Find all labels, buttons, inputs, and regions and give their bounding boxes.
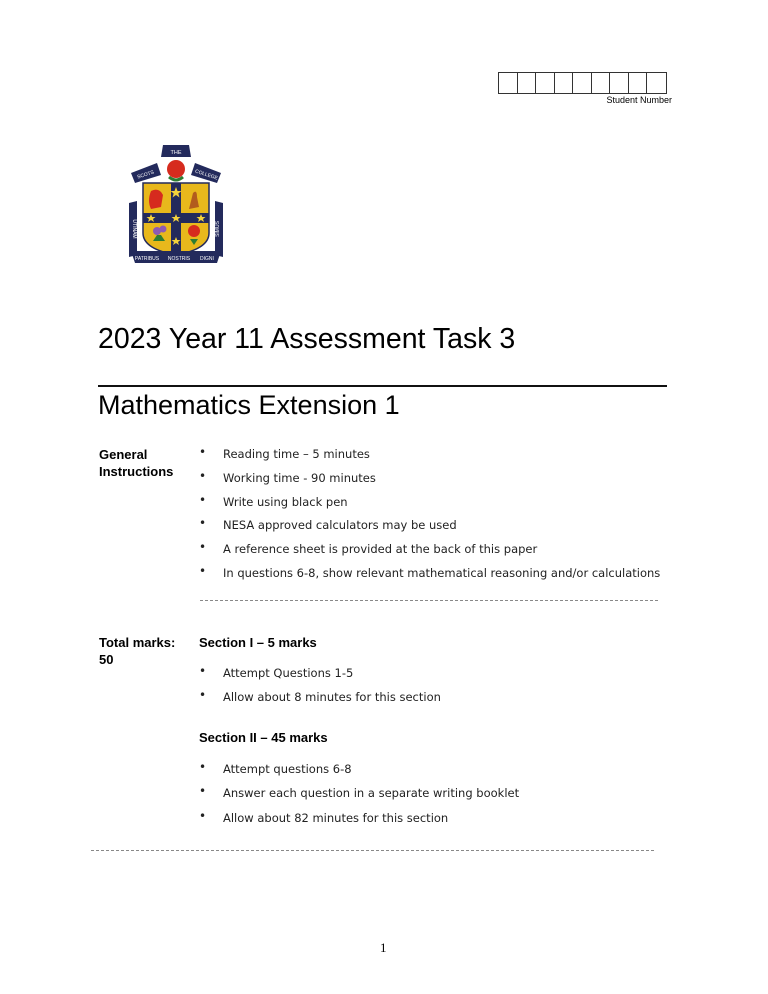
section-item-text: Allow about 8 minutes for this section (223, 690, 441, 704)
crest-motto-bottom-1: PATRIBUS (134, 256, 160, 262)
student-number-boxes[interactable] (498, 72, 667, 94)
general-instructions-label (99, 446, 173, 480)
section-2-item (199, 762, 669, 778)
student-number-digit-box[interactable] (536, 73, 555, 93)
title-divider (98, 385, 667, 387)
student-number-label: Student Number (606, 95, 672, 105)
bullet-icon: • (199, 809, 207, 823)
instruction-text: In questions 6-8, show relevant mathematical reasoning and/or calculations (223, 566, 661, 580)
school-crest-logo (127, 143, 225, 265)
total-marks-label-line1: Total marks: (99, 635, 176, 650)
bullet-icon: • (199, 564, 207, 578)
instruction-text: Working time - 90 minutes (223, 471, 376, 485)
student-number-digit-box[interactable] (555, 73, 574, 93)
student-number-digit-box[interactable] (647, 73, 666, 93)
bullet-icon: • (199, 516, 207, 530)
bullet-icon: • (199, 784, 207, 798)
student-number-digit-box[interactable] (629, 73, 648, 93)
section-2-heading: Section II – 45 marks (199, 730, 328, 745)
document-subtitle: Mathematics Extension 1 (98, 390, 400, 420)
instruction-item (199, 447, 669, 463)
section-item-text: Answer each question in a separate writing booklet (223, 786, 520, 800)
bullet-icon: • (199, 540, 207, 554)
instruction-item (199, 495, 669, 511)
instructions-divider (200, 600, 658, 601)
bullet-icon: • (199, 760, 207, 774)
section-item-text: Attempt Questions 1-5 (223, 666, 354, 680)
crest-ribbon-top: THE (170, 150, 182, 156)
general-instructions-label-line2: Instructions (99, 464, 174, 479)
instruction-text: Reading time – 5 minutes (223, 447, 370, 461)
bullet-icon: • (199, 493, 207, 507)
student-number-digit-box[interactable] (499, 73, 518, 93)
instruction-item (199, 518, 669, 534)
crest-ribbon-left: SCOTS (136, 169, 155, 181)
student-number-digit-box[interactable] (518, 73, 537, 93)
section-2-item (199, 811, 669, 827)
bullet-icon: • (199, 688, 207, 702)
bullet-icon: • (199, 445, 207, 459)
total-marks-label (99, 634, 175, 668)
bottom-divider (91, 850, 654, 851)
page-number: 1 (380, 940, 387, 955)
bullet-icon: • (199, 469, 207, 483)
section-1-heading: Section I – 5 marks (199, 635, 317, 650)
instruction-item (199, 566, 669, 582)
section-item-text: Attempt questions 6-8 (223, 762, 352, 776)
section-item-text: Allow about 82 minutes for this section (223, 811, 449, 825)
student-number-digit-box[interactable] (573, 73, 592, 93)
student-number-digit-box[interactable] (610, 73, 629, 93)
total-marks-value: 50 (99, 652, 114, 667)
crest-motto-bottom-2: NOSTRIS (167, 256, 191, 262)
bullet-icon: • (199, 664, 207, 678)
instruction-text: Write using black pen (223, 495, 348, 509)
crest-motto-bottom-3: DIGNI (200, 256, 214, 262)
crest-motto-left: UTINAM (131, 219, 137, 239)
section-2-item (199, 786, 669, 802)
instruction-item (199, 471, 669, 487)
section-1-item (199, 690, 669, 706)
student-number-digit-box[interactable] (592, 73, 611, 93)
instruction-text: A reference sheet is provided at the back of this paper (223, 542, 538, 556)
document-title: 2023 Year 11 Assessment Task 3 (98, 323, 516, 355)
section-1-item (199, 666, 669, 682)
crest-motto-right: SIMUS (215, 221, 221, 237)
crest-ribbon-right: COLLEGE (194, 168, 219, 182)
instruction-text: NESA approved calculators may be used (223, 518, 457, 532)
general-instructions-label-line1: General (99, 447, 148, 462)
instruction-item (199, 542, 669, 558)
